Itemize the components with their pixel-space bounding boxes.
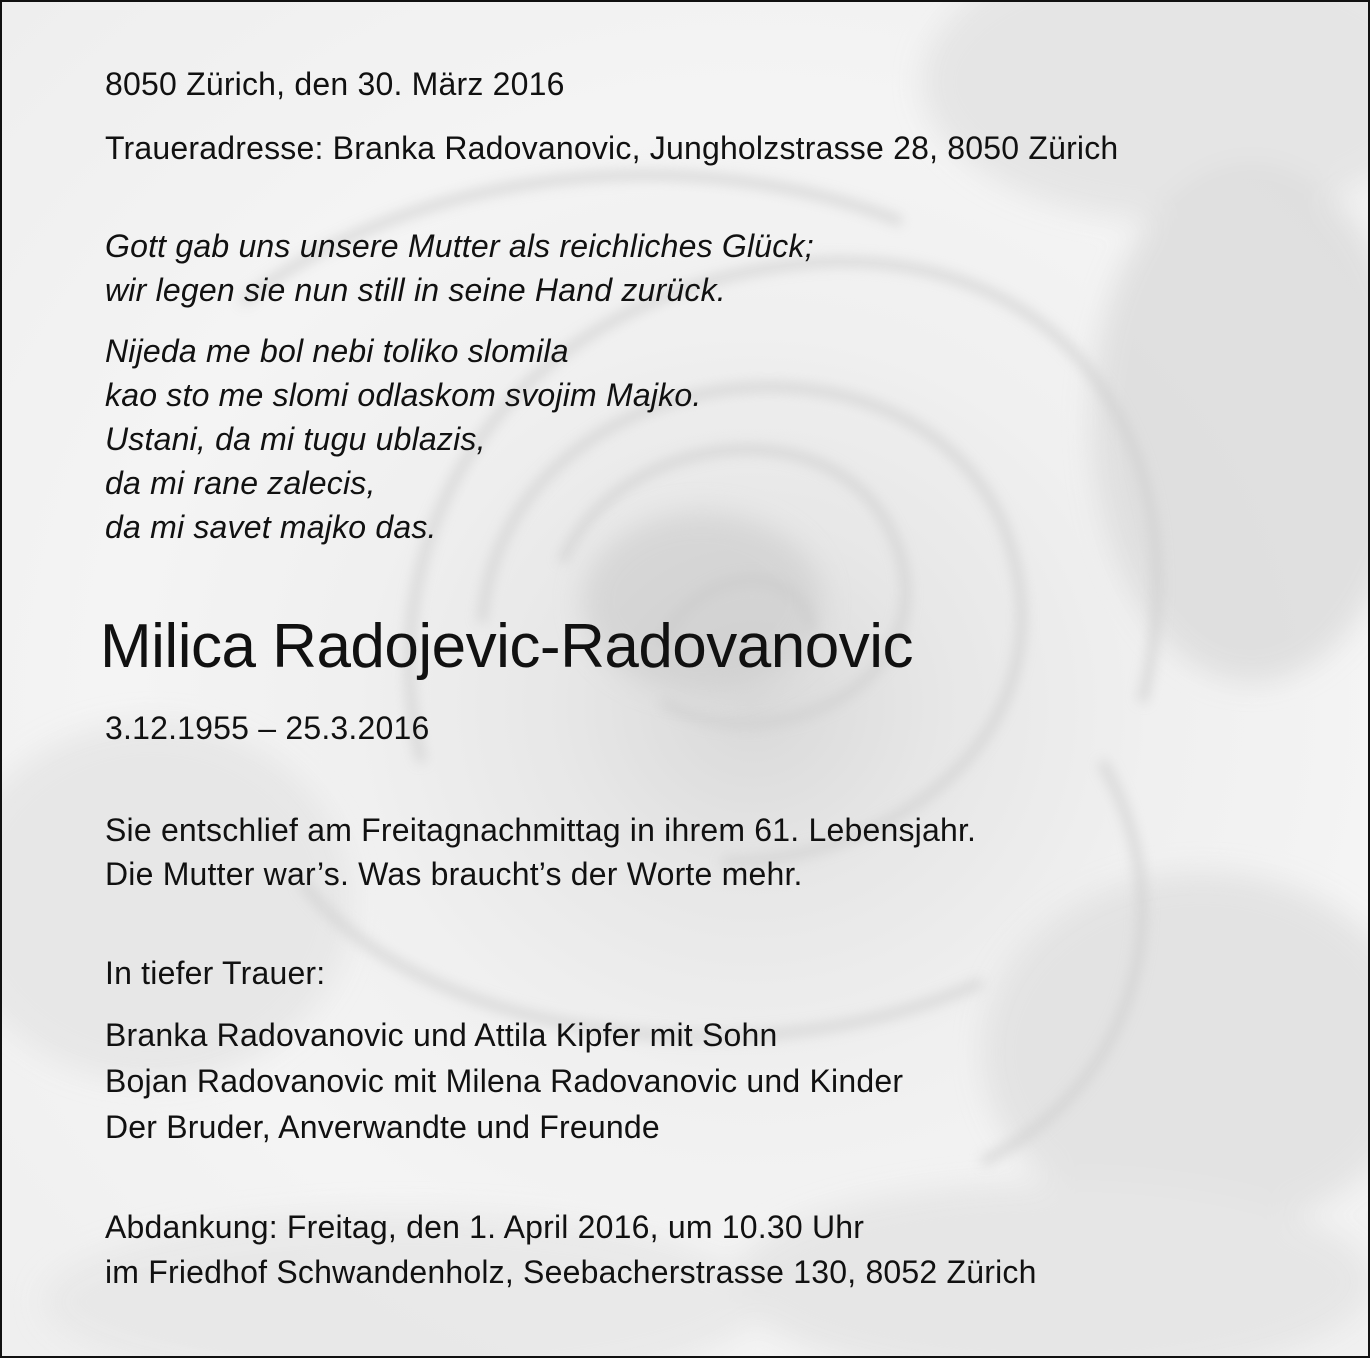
poem-de-line: wir legen sie nun still in seine Hand zurück. xyxy=(105,272,726,308)
poem-sr-line: Nijeda me bol nebi toliko slomila xyxy=(105,333,569,369)
mourner-line: Branka Radovanovic und Attila Kipfer mit Sohn xyxy=(105,1017,778,1053)
poem-sr-line: da mi savet majko das. xyxy=(105,509,437,545)
mourning-address: Traueradresse: Branka Radovanovic, Jungholzstrasse 28, 8050 Zürich xyxy=(105,130,1119,166)
poem-sr-line: da mi rane zalecis, xyxy=(105,465,376,501)
place-date: 8050 Zürich, den 30. März 2016 xyxy=(105,66,565,102)
mourner-line: Der Bruder, Anverwandte und Freunde xyxy=(105,1109,660,1145)
service-line: Abdankung: Freitag, den 1. April 2016, um 10.30 Uhr xyxy=(105,1209,865,1245)
deceased-name: Milica Radojevic-Radovanovic xyxy=(100,612,914,681)
poem-sr-line: kao sto me slomi odlaskom svojim Majko. xyxy=(105,377,702,413)
service-line: im Friedhof Schwandenholz, Seebacherstrasse 130, 8052 Zürich xyxy=(105,1254,1037,1290)
life-dates: 3.12.1955 – 25.3.2016 xyxy=(105,710,430,746)
message-line: Sie entschlief am Freitagnachmittag in ihrem 61. Lebensjahr. xyxy=(105,812,977,848)
poem-de-line: Gott gab uns unsere Mutter als reichliches Glück; xyxy=(105,228,814,264)
mourners-intro: In tiefer Trauer: xyxy=(105,955,326,991)
mourner-line: Bojan Radovanovic mit Milena Radovanovic und Kinder xyxy=(105,1063,904,1099)
poem-sr-line: Ustani, da mi tugu ublazis, xyxy=(105,421,486,457)
message-line: Die Mutter war’s. Was braucht’s der Worte mehr. xyxy=(105,856,803,892)
